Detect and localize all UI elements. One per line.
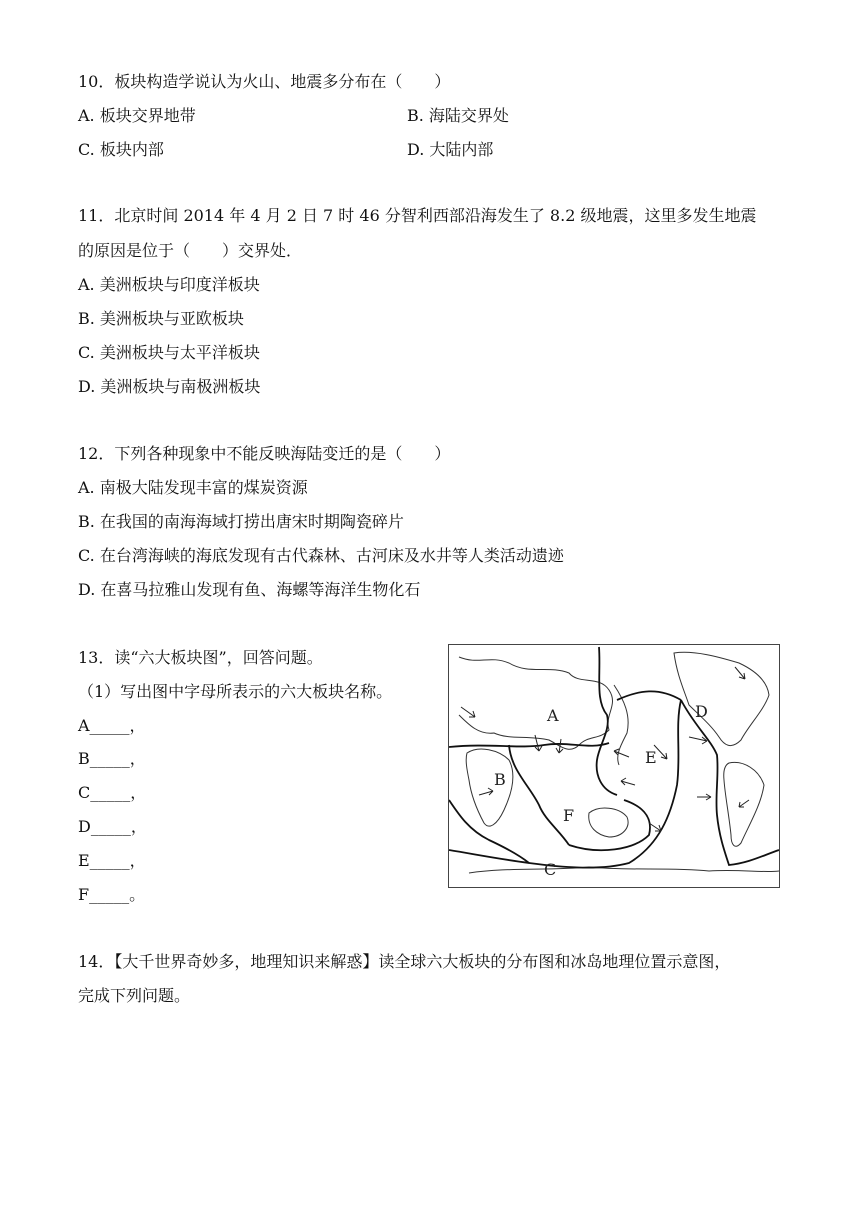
map-label-b: B: [494, 770, 506, 789]
boundary-south-atlantic: [449, 800, 529, 863]
arrow-4: [614, 749, 629, 757]
q11-option-b: B. 美洲板块与亚欧板块: [78, 309, 244, 328]
q11-option-c: C. 美洲板块与太平洋板块: [78, 343, 260, 362]
plates-map-figure: [448, 644, 780, 888]
boundary-eurasia-south: [449, 743, 609, 747]
q11-stem-line1: 11．北京时间 2014 年 4 月 2 日 7 时 46 分智利西部沿海发生了 8.2 级地震，这里多发生地震: [78, 206, 757, 225]
australia-coast: [589, 808, 628, 837]
q10-stem: 10．板块构造学说认为火山、地震多分布在（ ）: [78, 72, 451, 91]
q10-option-b: B. 海陆交界处: [407, 106, 509, 125]
boundary-indo-pacific: [569, 800, 650, 850]
arrow-11: [479, 788, 493, 795]
arrow-12: [735, 667, 745, 679]
q14-stem-line1: 14．【大千世界奇妙多，地理知识来解惑】读全球六大板块的分布图和冰岛地理位置示意图，: [78, 952, 731, 971]
eurasia-coast: [459, 657, 613, 749]
boundary-west-pacific: [597, 647, 617, 795]
q10-option-d: D. 大陆内部: [407, 140, 494, 159]
arrow-7: [697, 794, 711, 800]
arrow-3: [556, 739, 563, 753]
boundary-americas: [681, 700, 779, 865]
boundary-africa-indian: [509, 745, 569, 845]
q14-stem-line2: 完成下列问题。: [78, 986, 191, 1005]
arrow-9: [689, 737, 707, 744]
q12-option-d: D. 在喜马拉雅山发现有鱼、海螺等海洋生物化石: [78, 580, 421, 599]
q13-blank-d: D_____，: [78, 817, 147, 836]
south-america-coast: [724, 762, 764, 846]
boundary-east-pacific: [449, 700, 681, 868]
map-label-c: C: [544, 860, 557, 879]
arrow-8: [739, 800, 749, 807]
q12-stem: 12．下列各种现象中不能反映海陆变迁的是（ ）: [78, 444, 451, 463]
q13-blank-b: B_____，: [78, 749, 146, 768]
q12-option-b: B. 在我国的南海海域打捞出唐宋时期陶瓷碎片: [78, 512, 404, 531]
arrow-1: [461, 707, 475, 717]
map-label-e: E: [645, 748, 657, 767]
q13-blank-c: C_____，: [78, 783, 147, 802]
map-label-f: F: [563, 806, 575, 825]
q13-blank-f: F_____。: [78, 885, 146, 904]
q11-option-a: A. 美洲板块与印度洋板块: [78, 275, 260, 294]
q13-sub1: （1）写出图中字母所表示的六大板块名称。: [78, 682, 393, 701]
q10-option-a: A. 板块交界地带: [78, 106, 196, 125]
north-america-coast: [674, 652, 769, 745]
map-label-d: D: [695, 702, 708, 721]
map-label-a: A: [547, 706, 559, 725]
q13-stem: 13．读“六大板块图”，回答问题。: [78, 648, 323, 667]
africa-coast: [466, 749, 513, 826]
q13-blank-a: A_____，: [78, 716, 146, 735]
q11-option-d: D. 美洲板块与南极洲板块: [78, 377, 261, 396]
boundary-north-pacific: [617, 691, 681, 700]
q13-blank-e: E_____，: [78, 851, 146, 870]
q11-stem-line2: 的原因是位于（ ）交界处．: [78, 241, 303, 260]
arrow-2: [535, 735, 542, 751]
arrow-5: [621, 778, 635, 785]
antarctica-coast: [469, 867, 779, 873]
q10-option-c: C. 板块内部: [78, 140, 164, 159]
q12-option-a: A. 南极大陆发现丰富的煤炭资源: [78, 478, 308, 497]
q12-option-c: C. 在台湾海峡的海底发现有古代森林、古河床及水井等人类活动遗迹: [78, 546, 564, 565]
plates-map-svg: [449, 645, 779, 887]
